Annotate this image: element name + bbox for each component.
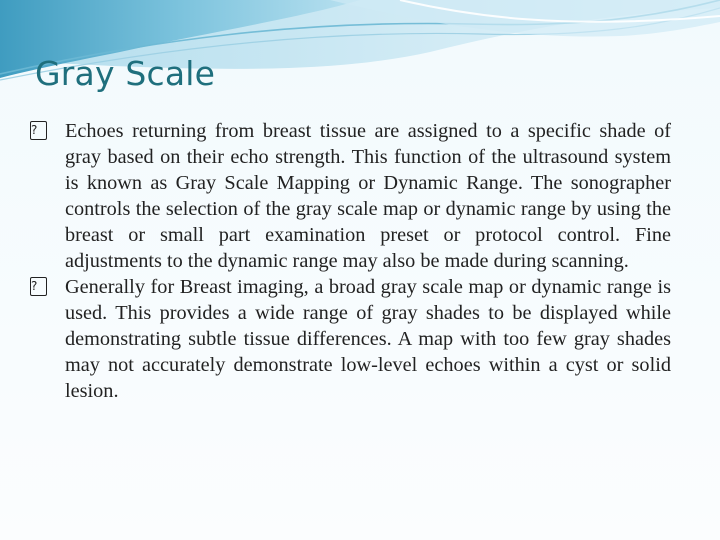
bullet-item (30, 274, 671, 404)
bullet-list (30, 118, 671, 404)
bullet-item (30, 118, 671, 274)
missing-glyph-icon: ? (30, 121, 47, 140)
bullet-text: Generally for Breast imaging, a broad gray scale map or dynamic range is used. This provides a wide range of gray shades to be displayed while demonstrating subtle tissue differences. A map with too few gray shades may not accurately demonstrate low-level echoes within a cyst or solid lesion. (65, 276, 671, 402)
missing-glyph-icon: ? (30, 277, 47, 296)
slide-title: Gray Scale (35, 54, 216, 93)
bullet-text: Echoes returning from breast tissue are assigned to a specific shade of gray based on their echo strength. This function of the ultrasound system is known as Gray Scale Mapping or Dynamic Range. The sonographer controls the selection of the gray scale map or dynamic range by using the breast or small part examination preset or protocol control. Fine adjustments to the dynamic range may also be made during scanning. (65, 120, 671, 272)
